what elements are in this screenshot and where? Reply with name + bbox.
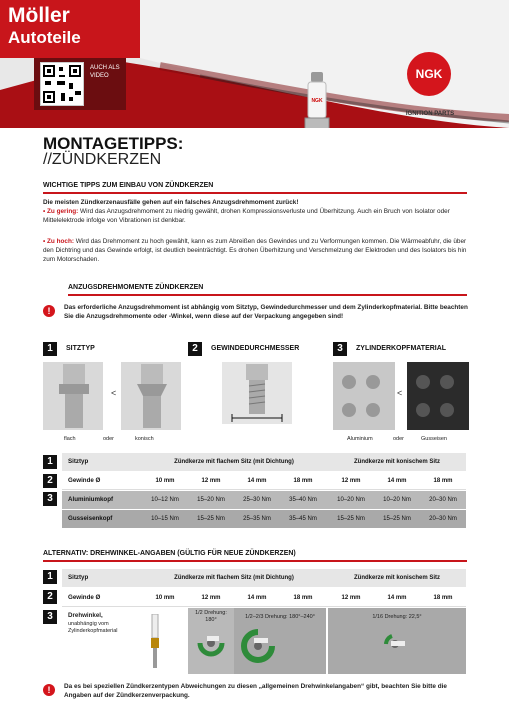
- table-cell: 14 mm: [247, 595, 267, 601]
- warning-icon: !: [43, 684, 55, 696]
- table-cell: 14 mm: [247, 478, 267, 484]
- table-cell: 20–30 Nm: [429, 497, 457, 503]
- table-cell: 25–30 Nm: [243, 497, 271, 503]
- table-cell: 10–15 Nm: [151, 516, 179, 522]
- angle-cell: [234, 608, 326, 674]
- caption-gusseisen: Gusseisen: [421, 436, 447, 442]
- caption-flach: flach: [64, 436, 76, 442]
- table-cell: 15–25 Nm: [197, 516, 225, 522]
- step-number: 3: [333, 342, 347, 356]
- step-number: 1: [43, 342, 57, 356]
- step-number: 2: [188, 342, 202, 356]
- brand-subname: Autoteile: [8, 28, 81, 47]
- table-cell: 10 mm: [155, 478, 175, 484]
- table-header: Zündkerze mit konischem Sitz: [353, 575, 441, 581]
- table-cell: 15–25 Nm: [337, 516, 365, 522]
- table-row-number: 2: [43, 474, 57, 488]
- table-header: Zündkerze mit flachem Sitz (mit Dichtung): [174, 575, 294, 581]
- table-cell: 35–40 Nm: [289, 497, 317, 503]
- rotation-half-icon: [196, 628, 226, 658]
- table-cell: 10 mm: [155, 595, 175, 601]
- page-subtitle: //ZÜNDKERZEN: [43, 151, 162, 168]
- table-row: [62, 510, 466, 528]
- tips-intro: Die meisten Zündkerzenausfälle gehen auf ein falsches Anzugsdrehmoment zurück!: [43, 199, 299, 206]
- table-label: Aluminiumkopf: [68, 496, 114, 503]
- table-sublabel: Zylinderkopfmaterial: [68, 628, 118, 634]
- table-row-number: 2: [43, 590, 57, 604]
- caption-konisch: konisch: [135, 436, 154, 442]
- thread-diameter-image: [222, 362, 292, 424]
- page-header: [0, 0, 509, 128]
- alt-heading: ALTERNATIV: DREHWINKEL-ANGABEN (GÜLTIG FÜR NEUE ZÜNDKERZEN): [43, 550, 296, 557]
- brand-name: Möller: [8, 4, 70, 27]
- tip-high-text: Wird das Drehmoment zu hoch gewählt, kann es zum Abreißen des Gewindes und zu Verformungen kommen. Die Wärmeabfuhr, die über den Dichtring und das Gewinde erfolgt, ist deutlich beeinträchtigt. Es drohen Überhitzung und Verschmelzung der Elektroden und des Isolators bis hin zum Motorschaden.: [43, 238, 467, 263]
- table-row: [62, 589, 466, 607]
- qr-caption: AUCH ALS VIDEO: [90, 65, 120, 79]
- caption-oder: oder: [103, 436, 115, 442]
- table-row: [62, 491, 466, 509]
- table-cell: 10–20 Nm: [337, 497, 365, 503]
- table-label: Sitztyp: [68, 574, 89, 581]
- cylinder-head-image: [333, 362, 469, 430]
- angle-cell: [188, 608, 234, 674]
- table-cell: 12 mm: [201, 478, 221, 484]
- step-label: SITZTYP: [66, 345, 95, 352]
- table-row: [62, 472, 466, 490]
- ngk-tagline: IGNITION PARTS: [405, 111, 455, 117]
- step-label: GEWINDEDURCHMESSER: [211, 345, 300, 352]
- table-row: [62, 608, 466, 674]
- angle-cell: [328, 608, 466, 674]
- table-sublabel: unabhängig vom: [68, 621, 109, 627]
- table-cell: 15–25 Nm: [383, 516, 411, 522]
- table-cell: 18 mm: [293, 478, 313, 484]
- table-row: [62, 569, 466, 587]
- caption-aluminium: Aluminium: [347, 436, 373, 442]
- table-cell: 12 mm: [341, 478, 361, 484]
- angle-label: 1/2 Drehung: 180°: [195, 610, 227, 623]
- table-row-number: 1: [43, 455, 57, 469]
- rotation-small-icon: [380, 632, 410, 656]
- svg-text:<: <: [397, 388, 403, 398]
- table-label: Gewinde Ø: [68, 477, 101, 484]
- divider: [43, 192, 467, 194]
- warning-icon: !: [43, 305, 55, 317]
- footer-warning: Da es bei speziellen Zündkerzentypen Abweichungen zu diesen „allgemeinen Drehwinkelangaben“ gibt, beachten Sie bitte die Angaben auf der Zündkerzenverpackung.: [64, 683, 447, 699]
- table-row: [62, 453, 466, 471]
- torque-heading: ANZUGSDREHMOMENTE ZÜNDKERZEN: [68, 284, 204, 291]
- tip-high: • Zu hoch: Wird das Drehmoment zu hoch gewählt, kann es zum Abreißen des Gewindes und zu Verformungen kommen. Die Wärmeabfuhr, die über den Dichtring und das Gewinde erfolgt, ist deutlich beeinträchtigt. Es drohen Überhitzung und Verschmelzung der Elektroden und des Isolators bis hin zum Motorschaden.: [43, 238, 467, 263]
- torque-warning: Das erforderliche Anzugsdrehmoment ist abhängig vom Sitztyp, Gewindedurchmesser und dem Zylinderkopfmaterial. Bitte beachten Sie die Anzugsdrehmomente oder -Winkel, wenn diese auf der Verpackung angegeben sind!: [64, 304, 468, 320]
- divider: [68, 294, 467, 296]
- table-cell: 14 mm: [387, 595, 407, 601]
- angle-label: 1/16 Drehung: 22,5°: [372, 614, 422, 620]
- tip-low-text: Wird das Anzugsdrehmoment zu niedrig gewählt, drohen Kompressionsverluste und Überhitzung. Auch ein Bruch von Isolator oder Mittelelektrode infolge von Vibrationen ist denkbar.: [43, 208, 450, 224]
- table-label: Sitztyp: [68, 458, 89, 465]
- table-label: Drehwinkel,: [68, 612, 103, 619]
- table-row-number: 3: [43, 610, 57, 624]
- table-cell: 18 mm: [433, 595, 453, 601]
- svg-text:<: <: [111, 388, 117, 398]
- ngk-logo: NGK: [407, 52, 451, 96]
- step-label: ZYLINDERKOPFMATERIAL: [356, 345, 447, 352]
- plug-label: NGK: [311, 98, 323, 104]
- table-cell: 14 mm: [387, 478, 407, 484]
- table-cell: 15–20 Nm: [197, 497, 225, 503]
- table-cell: 35–45 Nm: [289, 516, 317, 522]
- caption-oder: oder: [393, 436, 405, 442]
- table-label: Gewinde Ø: [68, 594, 101, 601]
- page-title: MONTAGETIPPS:: [43, 134, 184, 153]
- table-header: Zündkerze mit flachem Sitz (mit Dichtung): [174, 459, 294, 465]
- divider: [43, 560, 467, 562]
- table-row-number: 3: [43, 492, 57, 506]
- table-cell: 18 mm: [433, 478, 453, 484]
- tip-high-label: Zu hoch:: [47, 238, 74, 245]
- table-cell: 12 mm: [341, 595, 361, 601]
- table-header: Zündkerze mit konischem Sitz: [353, 459, 441, 465]
- table-row-number: 1: [43, 570, 57, 584]
- rotation-twothirds-icon: [240, 628, 276, 664]
- tip-low: • Zu gering: Wird das Anzugsdrehmoment zu niedrig gewählt, drohen Kompressionsverluste und Überhitzung. Auch ein Bruch von Isolator oder Mittelelektrode infolge von Vibrationen ist denkbar.: [43, 208, 450, 224]
- tips-heading: WICHTIGE TIPPS ZUM EINBAU VON ZÜNDKERZEN: [43, 182, 214, 189]
- spark-plug-image: [302, 72, 332, 128]
- qr-code-icon[interactable]: [40, 62, 84, 106]
- seat-type-image: [43, 362, 183, 430]
- table-cell: 25–35 Nm: [243, 516, 271, 522]
- table-cell: 12 mm: [201, 595, 221, 601]
- table-cell: 10–20 Nm: [383, 497, 411, 503]
- table-cell: 18 mm: [293, 595, 313, 601]
- table-cell: 20–30 Nm: [429, 516, 457, 522]
- tip-low-label: Zu gering:: [47, 208, 79, 215]
- angle-label: 1/2–2/3 Drehung: 180°–240°: [245, 614, 315, 620]
- table-label: Gusseisenkopf: [68, 515, 113, 522]
- spark-plug-icon: [150, 614, 160, 670]
- table-cell: 10–12 Nm: [151, 497, 179, 503]
